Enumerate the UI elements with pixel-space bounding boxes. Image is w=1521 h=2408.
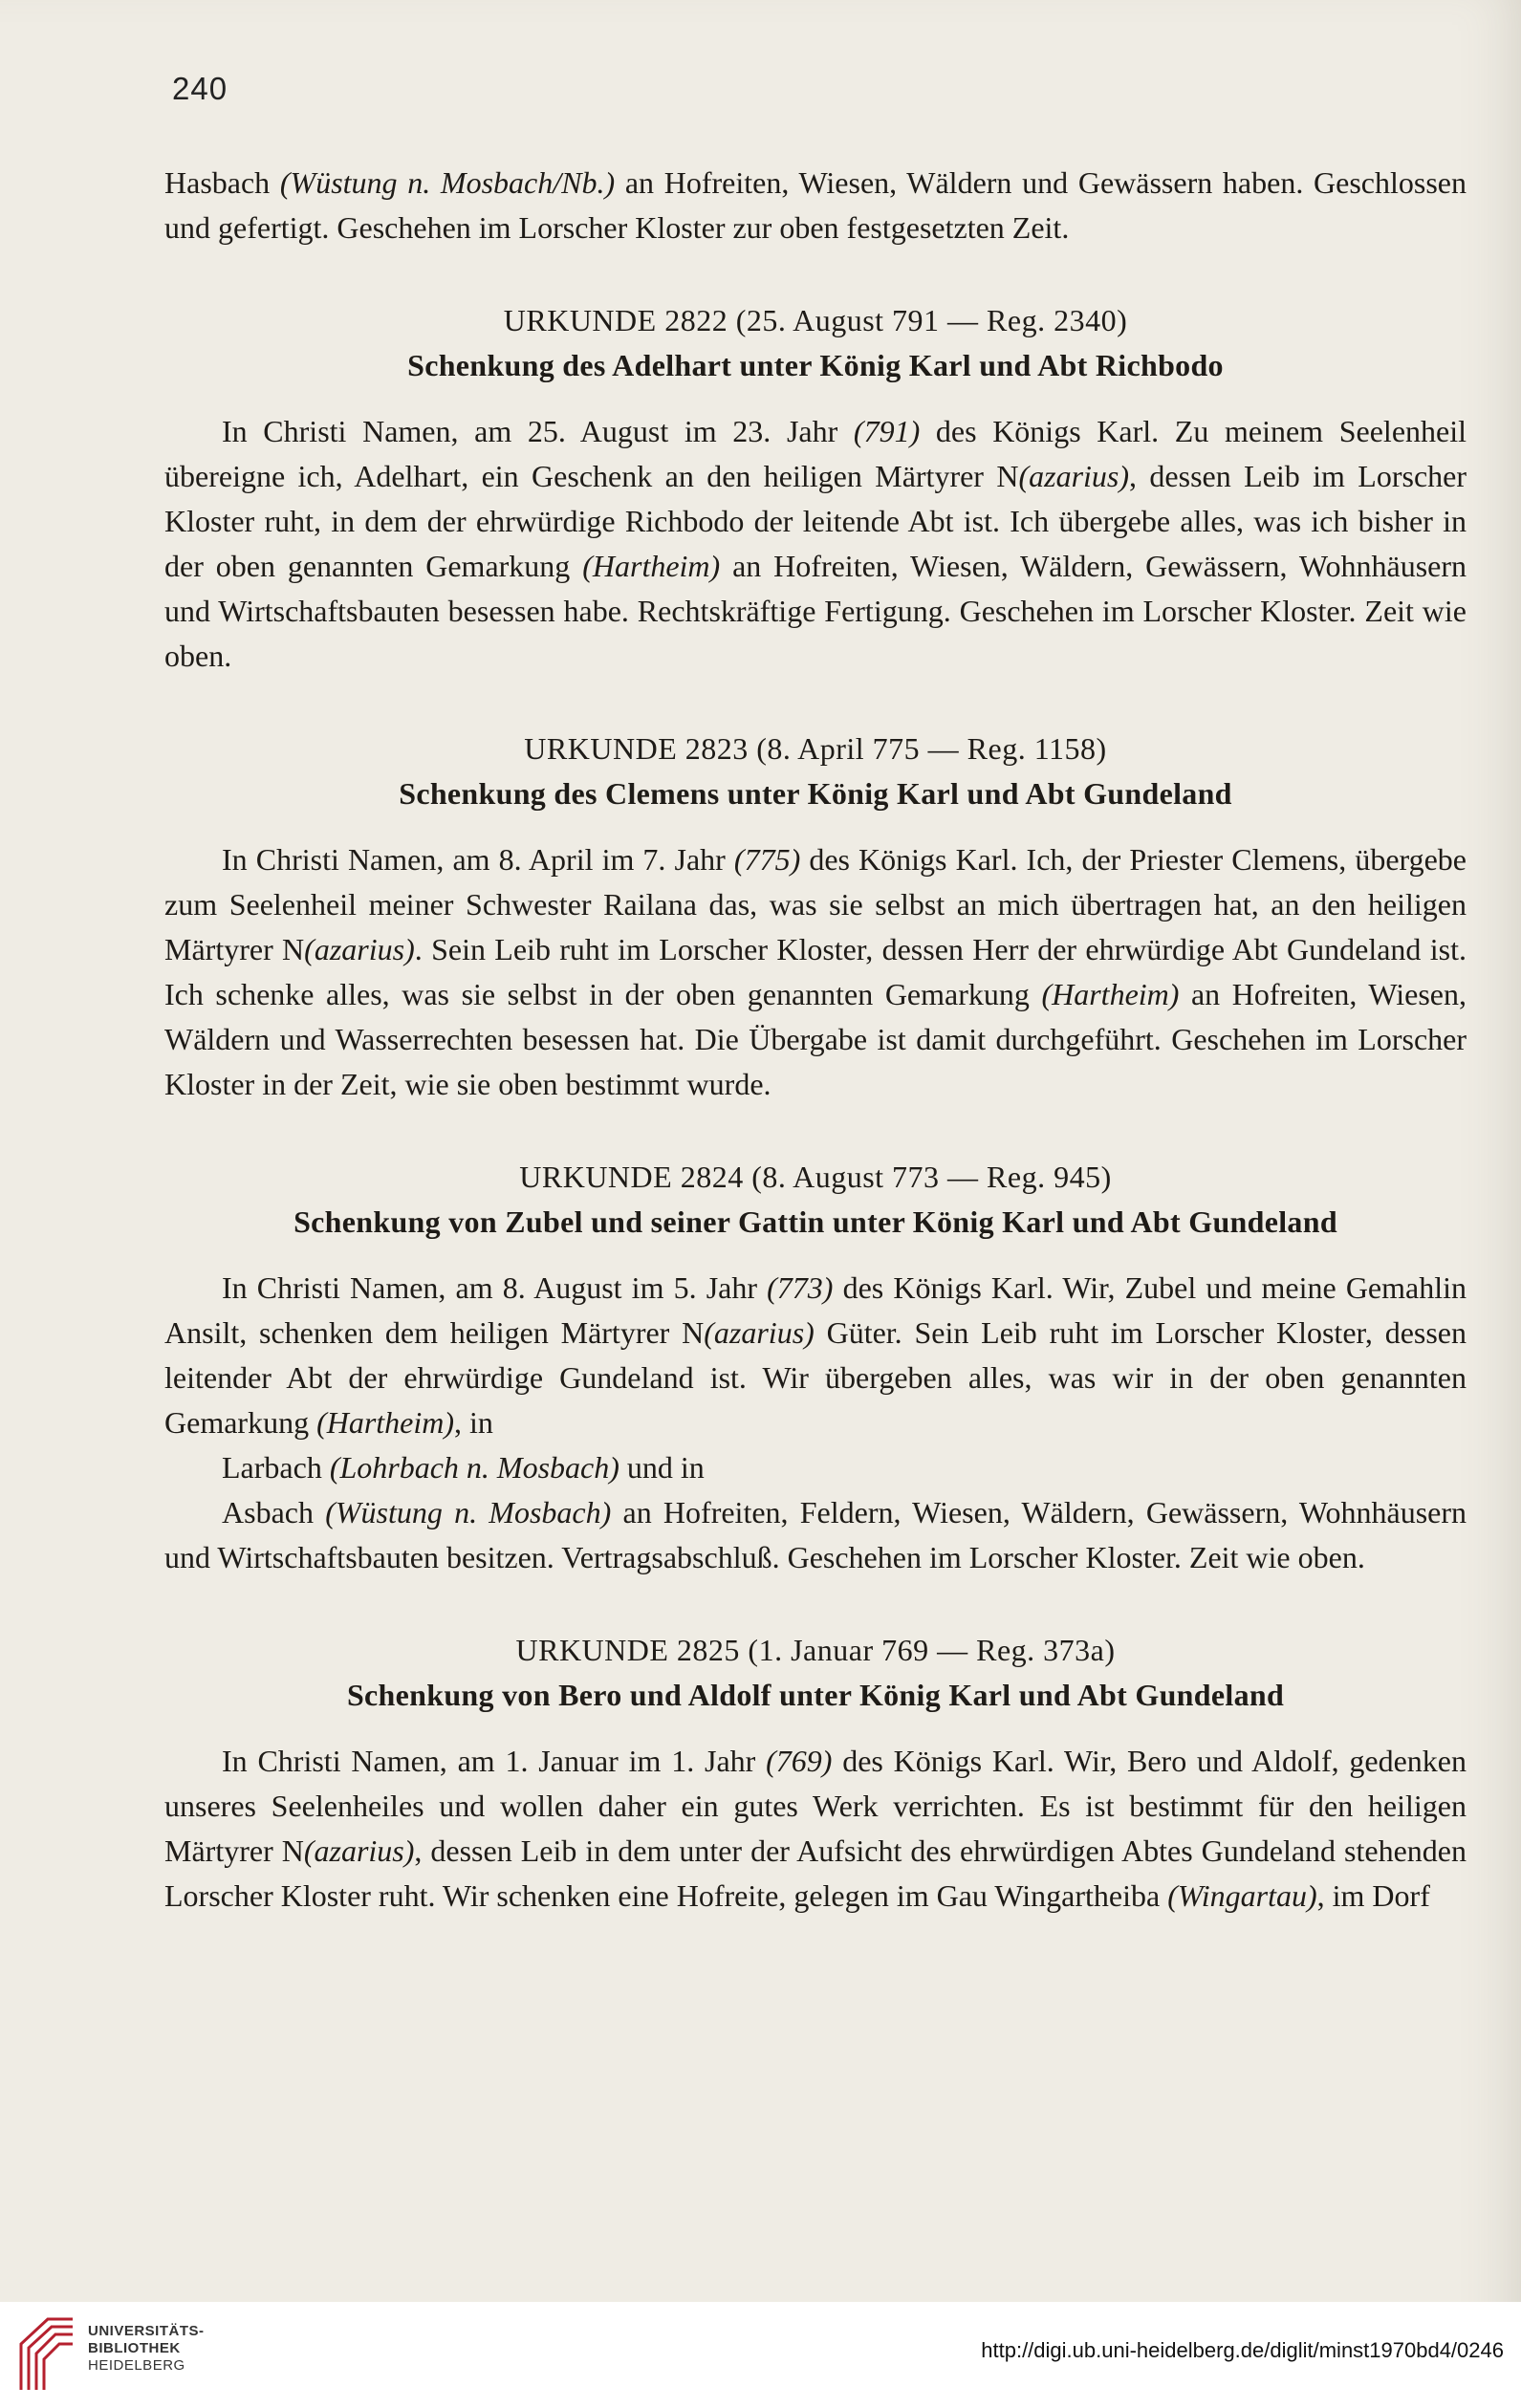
italic-run: (775) — [733, 842, 801, 877]
italic-run: (azarius) — [304, 932, 415, 966]
text-run: , dessen Leib im Lorscher Kloster ruht, in dem der ehrwürdige Richbodo der leitende Abt ist. Ich übergebe alles, was ich bisher in der oben genannten Gemarkung — [164, 459, 1467, 583]
text-run: an Hofreiten, Wiesen, Wäldern und Gewässern haben. Geschlossen und gefertigt. Geschehen im Lorscher Kloster zur oben festgesetzten Zeit. — [164, 165, 1467, 245]
urkunde-paragraph — [164, 409, 1467, 679]
text-run: In Christi Namen, am 8. April im 7. Jahr — [222, 842, 734, 877]
ub-heidelberg-logo-icon[interactable] — [13, 2315, 80, 2392]
library-line-1: UNIVERSITÄTS- — [88, 2323, 205, 2339]
urkunde-paragraph — [164, 837, 1467, 1107]
text-run: an Hofreiten, Wiesen, Wäldern und Wasserrechten besessen hat. Die Übergabe ist damit durchgeführt. Geschehen im Lorscher Kloster in der Zeit, wie sie oben bestimmt wurde. — [164, 977, 1467, 1101]
urkunde-title: Schenkung von Zubel und seiner Gattin unter König Karl und Abt Gundeland — [293, 1204, 1337, 1239]
text-run: , in — [454, 1405, 493, 1440]
library-name[interactable] — [88, 2323, 205, 2375]
page-number: 240 — [172, 71, 228, 106]
italic-run: (Wingartau) — [1167, 1878, 1317, 1913]
urkunde-line — [164, 1445, 1467, 1490]
italic-run: (Hartheim) — [316, 1405, 455, 1440]
text-run: des Königs Karl. Zu meinem Seelenheil übereigne ich, Adelhart, ein Geschenk an den heiligen Märtyrer N — [164, 414, 1467, 493]
text-run: an Hofreiten, Wiesen, Wäldern, Gewässern, Wohnhäusern und Wirtschaftsbauten besessen habe. Rechtskräftige Fertigung. Geschehen im Lorscher Kloster. Zeit wie oben. — [164, 549, 1467, 673]
italic-run: (Wüstung n. Mosbach/Nb.) — [279, 165, 616, 200]
text-run: Hasbach — [164, 165, 280, 200]
intro-paragraph — [164, 161, 1467, 250]
urkunde-section — [164, 1155, 1467, 1580]
text-run: des Königs Karl. Wir, Bero und Aldolf, gedenken unseres Seelenheiles und wollen daher ein gutes Werk verrichten. Es ist bestimmt für den heiligen Märtyrer N — [164, 1744, 1467, 1868]
text-run: und in — [619, 1450, 705, 1485]
italic-run: (773) — [767, 1270, 834, 1305]
italic-run: (Lohrbach n. Mosbach) — [329, 1450, 619, 1485]
italic-run: (Hartheim) — [1041, 977, 1180, 1011]
urkunde-section — [164, 727, 1467, 1107]
text-run: des Königs Karl. Ich, der Priester Clemens, übergebe zum Seelenheil meiner Schwester Railana das, was sie selbst an mich übertragen hat, an den heiligen Märtyrer N — [164, 842, 1467, 966]
text-run: des Königs Karl. Wir, Zubel und meine Gemahlin Ansilt, schenken dem heiligen Märtyrer N — [164, 1270, 1467, 1350]
logo-stroke — [44, 2344, 73, 2390]
urkunde-section — [164, 1628, 1467, 1919]
urkunde-paragraph — [164, 1739, 1467, 1919]
digitization-footer — [0, 2302, 1521, 2408]
urkunde-title: Schenkung des Adelhart unter König Karl und Abt Richbodo — [407, 348, 1224, 382]
text-run: Larbach — [222, 1450, 330, 1485]
urkunde-heading: URKUNDE 2822 (25. August 791 — Reg. 2340) — [503, 303, 1128, 337]
urkunde-heading: URKUNDE 2825 (1. Januar 769 — Reg. 373a) — [515, 1633, 1116, 1667]
italic-run: (Wüstung n. Mosbach) — [325, 1495, 612, 1529]
urkunde-title: Schenkung von Bero und Aldolf unter König Karl und Abt Gundeland — [346, 1678, 1285, 1712]
italic-run: (Hartheim) — [582, 549, 721, 583]
library-line-3: HEIDELBERG — [88, 2357, 185, 2374]
text-run: , dessen Leib in dem unter der Aufsicht des ehrwürdigen Abtes Gundeland stehenden Lorscher Kloster ruht. Wir schenken eine Hofreite, gelegen im Gau Wingartheiba — [164, 1833, 1467, 1913]
text-run: In Christi Namen, am 25. August im 23. Jahr — [222, 414, 854, 448]
source-url-link[interactable]: http://digi.ub.uni-heidelberg.de/diglit/minst1970bd4/0246 — [981, 2338, 1504, 2362]
library-line-2: BIBLIOTHEK — [88, 2340, 181, 2356]
italic-run: (azarius) — [704, 1315, 815, 1350]
text-run: In Christi Namen, am 1. Januar im 1. Jahr — [222, 1744, 767, 1778]
text-run: Güter. Sein Leib ruht im Lorscher Kloster, dessen leitender Abt der ehrwürdige Gundeland ist. Wir übergeben alles, was wir in der oben genannten Gemarkung — [164, 1315, 1467, 1440]
italic-run: (azarius) — [303, 1833, 415, 1868]
urkunde-heading: URKUNDE 2824 (8. August 773 — Reg. 945) — [519, 1160, 1112, 1194]
urkunde-section — [164, 298, 1467, 679]
text-run: an Hofreiten, Feldern, Wiesen, Wäldern, Gewässern, Wohnhäusern und Wirtschaftsbauten besitzen. Vertragsabschluß. Geschehen im Lorscher Kloster. Zeit wie oben. — [164, 1495, 1467, 1574]
text-run: , im Dorf — [1316, 1878, 1430, 1913]
italic-run: (791) — [853, 414, 921, 448]
urkunde-heading: URKUNDE 2823 (8. April 775 — Reg. 1158) — [524, 731, 1107, 766]
urkunde-paragraph — [164, 1490, 1467, 1580]
text-column — [164, 161, 1467, 1919]
italic-run: (769) — [766, 1744, 833, 1778]
text-run: In Christi Namen, am 8. August im 5. Jahr — [222, 1270, 768, 1305]
italic-run: (azarius) — [1018, 459, 1130, 493]
text-run: . Sein Leib ruht im Lorscher Kloster, dessen Herr der ehrwürdige Abt Gundeland ist. Ich schenke alles, was sie selbst in der oben genannten Gemarkung — [164, 932, 1467, 1011]
urkunde-title: Schenkung des Clemens unter König Karl und Abt Gundeland — [399, 776, 1232, 811]
text-run: Asbach — [222, 1495, 326, 1529]
urkunde-paragraph — [164, 1266, 1467, 1445]
